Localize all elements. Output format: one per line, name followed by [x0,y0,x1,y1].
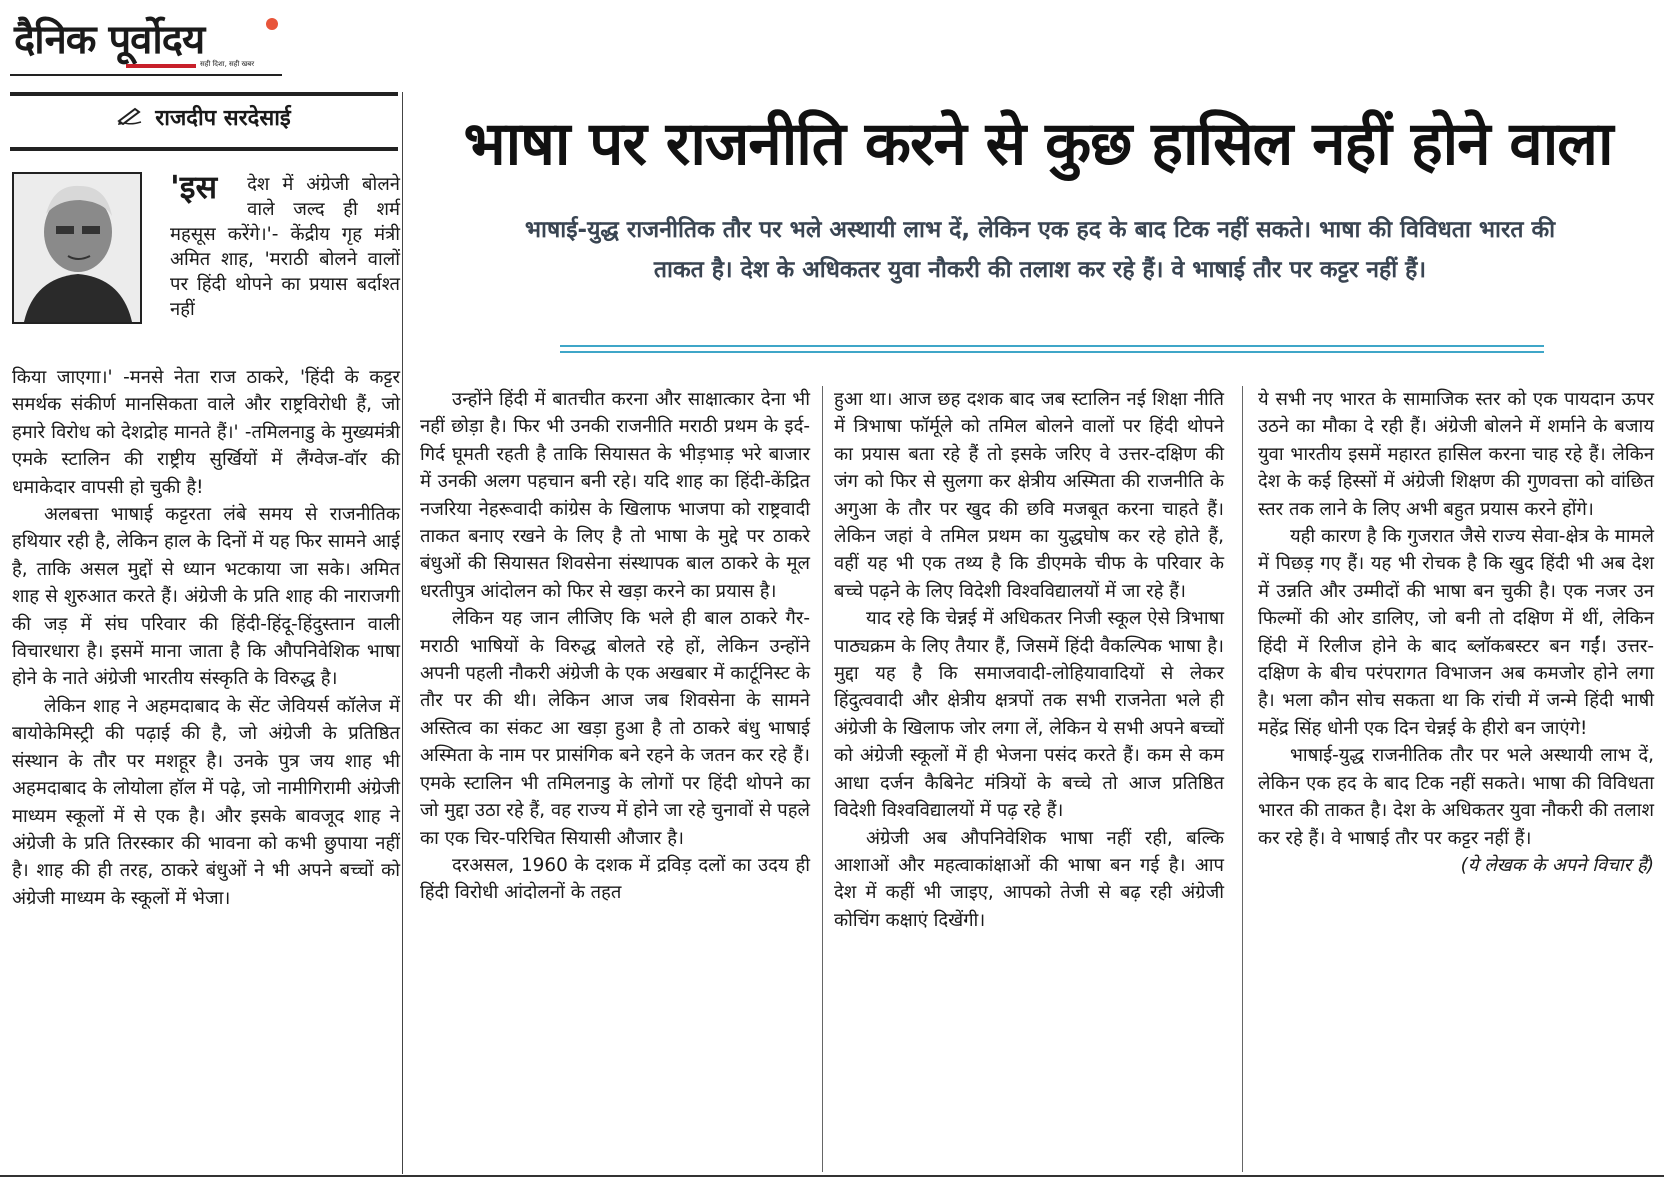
article-column-2 [420,386,810,907]
deck: भाषाई-युद्ध राजनीतिक तौर पर भले अस्थायी लाभ दें, लेकिन एक हद के बाद टिक नहीं सकते। भाषा की विविधता भारत की ताकत है। देश के अधिकतर युवा नौकरी की तलाश कर रहे हैं। वे भाषाई तौर पर कट्टर नहीं हैं। [524,217,1556,283]
byline [10,102,398,140]
logo-red-bar [126,64,196,68]
author-name: राजदीप सरदेसाई [155,106,291,131]
pen-icon [117,105,143,131]
paragraph: दरअसल, 1960 के दशक में द्रविड़ दलों का उदय ही हिंदी विरोधी आंदोलनों के तहत [420,854,810,904]
deck-rule [560,351,1544,353]
drop-word: 'इस [170,168,218,206]
paragraph: लेकिन यह जान लीजिए कि भले ही बाल ठाकरे गैर-मराठी भाषियों के विरुद्ध बोलते रहे हों, लेकिन उन्होंने अपनी पहली नौकरी अंग्रेजी के एक अखबार में कार्टूनिस्ट के तौर पर की थी। लेकिन आज जब शिवसेना के सामने अस्तित्व का संकट आ खड़ा हुआ है तो ठाकरे बंधु भाषाई अस्मिता के नाम पर प्रासंगिक बने रहने के जतन कर रहे हैं। एमके स्टालिन भी तमिलनाडु के लोगों पर हिंदी थोपने का जो मुद्दा उठा रहे हैं, वह राज्य में होने जा रहे चुनावों से पहले का एक चिर-परिचित सियासी औजार है। [420,608,810,849]
paragraph: अलबत्ता भाषाई कट्टरता लंबे समय से राजनीतिक हथियार रही है, लेकिन हाल के दिनों में यह फिर सामने आई है, ताकि असल मुद्दों से ध्यान भटकाया जा सके। अमित शाह से शुरुआत करते हैं। अंग्रेजी के प्रति शाह की नाराजगी की जड़ में संघ परिवार की हिंदी-हिंदू-हिंदुस्तान वाली विचारधारा है। इसमें माना जाता है कि औपनिवेशिक भाषा होने के नाते अंग्रेजी भारतीय संस्कृति के विरुद्ध है। [12,504,400,690]
paragraph: याद रहे कि चेन्नई में अधिकतर निजी स्कूल ऐसे त्रिभाषा पाठ्यक्रम के लिए तैयार हैं, जिसमें हिंदी वैकल्पिक भाषा है। मुद्दा यह है कि समाजवादी-लोहियावादियों से लेकर हिंदुत्ववादी और क्षेत्रीय क्षत्रपों तक सभी राजनेता भले ही अंग्रेजी के खिलाफ जोर लगा लें, लेकिन ये सभी अपने बच्चों को अंग्रेजी स्कूलों में ही भेजना पसंद करते हैं। कम से कम आधा दर्जन कैबिनेट मंत्रियों के बच्चे तो आज प्रतिष्ठित विदेशी विश्वविद्यालयों में पढ़ रहे हैं। [834,608,1224,822]
article-column-3 [834,386,1224,934]
logo-sun-icon [266,18,278,30]
deck-rule [560,345,1544,347]
author-disclaimer: (ये लेखक के अपने विचार हैं) [1460,854,1654,876]
paragraph: उन्होंने हिंदी में बातचीत करना और साक्षात्कार देना भी नहीं छोड़ा है। फिर भी उनकी राजनीति मराठी प्रथम के इर्द-गिर्द घूमती रहती है ताकि सियासत के भीड़भाड़ भरे बाजार में उनकी अलग पहचान बनी रहे। यदि शाह का हिंदी-केंद्रित नजरिया नेहरूवादी कांग्रेस के खिलाफ भाजपा को राष्ट्रवादी ताकत बनाए रखने के लिए है तो भाषा के मुद्दे पर ठाकरे बंधुओं की सियासत शिवसेना संस्थापक बाल ठाकरे के मूल धरतीपुत्र आंदोलन को फिर से खड़ा करने का प्रयास है। [420,389,810,602]
page-bottom-rule [0,1175,1664,1177]
paragraph: अंग्रेजी अब औपनिवेशिक भाषा नहीं रही, बल्कि आशाओं और महत्वाकांक्षाओं की भाषा बन गई है। आप देश में कहीं भी जाइए, आपको तेजी से बढ़ रही अंग्रेजी कोचिंग कक्षाएं दिखेंगी। [834,827,1224,931]
article-column-1 [12,364,400,912]
masthead-divider [10,74,282,76]
column-divider [402,92,403,1174]
intro-text: देश में अंग्रेजी बोलने वाले जल्द ही शर्म महसूस करेंगे।'- केंद्रीय गृह मंत्री अमित शाह, 'मराठी बोलने वालों पर हिंदी थोपने का प्रयास बर्दाश्त नहीं [170,174,400,320]
byline-bottom-rule [10,147,398,151]
newspaper-name: दैनिक पूर्वोदय [14,17,205,63]
masthead-logo [14,10,284,72]
headline: भाषा पर राजनीति करने से कुछ हासिल नहीं होने वाला [463,109,1613,179]
paragraph: यही कारण है कि गुजरात जैसे राज्य सेवा-क्षेत्र के मामले में पिछड़ गए हैं। यह भी रोचक है कि खुद हिंदी भी अब देश में उन्नति और उम्मीदों की भाषा बन चुकी है। एक नजर उन फिल्मों की ओर डालिए, जो बनी तो दक्षिण में थीं, लेकिन हिंदी में रिलीज होने के बाद ब्लॉकबस्टर बन गईं। उत्तर-दक्षिण के बीच परंपरागत विभाजन अब कमजोर होने लगा है। भला कौन सोच सकता था कि रांची में जन्मे हिंदी भाषी महेंद्र सिंह धोनी एक दिन चेन्नई के हीरो बन जाएंगे! [1258,526,1654,739]
byline-top-rule [10,92,398,96]
paragraph: लेकिन शाह ने अहमदाबाद के सेंट जेवियर्स कॉलेज में बायोकेमिस्ट्री की पढ़ाई की है, जो अंग्रेजी के प्रतिष्ठित संस्थान के तौर पर मशहूर है। उनके पुत्र जय शाह भी अहमदाबाद के लोयोला हॉल में पढ़े, जो नामीगिरामी अंग्रेजी माध्यम स्कूलों में से एक है। और इसके बावजूद शाह ने अंग्रेजी के प्रति तिरस्कार की भावना को कभी छुपाया नहीं है। शाह की ही तरह, ठाकरे बंधुओं ने भी अपने बच्चों को अंग्रेजी माध्यम के स्कूलों में भेजा। [12,695,400,909]
column-divider [1242,386,1243,1172]
paragraph: हुआ था। आज छह दशक बाद जब स्टालिन नई शिक्षा नीति में त्रिभाषा फॉर्मूले को तमिल बोलने वालों पर हिंदी थोपने का प्रयास बता रहे हैं तो इसके जरिए वे उत्तर-दक्षिण की जंग को फिर से सुलगा कर क्षेत्रीय अस्मिता की राजनीति के अगुआ के तौर पर खुद की छवि मजबूत करना चाहते हैं। लेकिन जहां वे तमिल प्रथम का युद्धघोष कर रहे होते हैं, वहीं यह भी एक तथ्य है कि डीएमके चीफ के परिवार के बच्चे पढ़ने के लिए विदेशी विश्वविद्यालयों में जा रहे हैं। [834,389,1224,602]
author-photo [12,172,142,324]
article-intro [170,168,400,322]
paragraph: किया जाएगा।' -मनसे नेता राज ठाकरे, 'हिंदी के कट्टर समर्थक संकीर्ण मानसिकता वाले और राष्ट्रविरोधी हैं, जो हमारे विरोध को देशद्रोह मानते हैं।' -तमिलनाडु के मुख्यमंत्री एमके स्टालिन की राष्ट्रीय सुर्खियों में लैंग्वेज-वॉर की धमाकेदार वापसी हो चुकी है! [12,367,400,498]
column-divider [822,386,823,1172]
newspaper-tagline: सही दिशा, सही खबर [200,60,255,68]
article-column-4 [1258,386,1654,879]
paragraph: भाषाई-युद्ध राजनीतिक तौर पर भले अस्थायी लाभ दें, लेकिन एक हद के बाद टिक नहीं सकते। भाषा की विविधता भारत की ताकत है। देश के अधिकतर युवा नौकरी की तलाश कर रहे हैं। वे भाषाई तौर पर कट्टर नहीं हैं। [1258,745,1654,849]
paragraph: ये सभी नए भारत के सामाजिक स्तर को एक पायदान ऊपर उठने का मौका दे रही हैं। अंग्रेजी बोलने में शर्माने के बजाय युवा भारतीय इसमें महारत हासिल करना चाह रहे हैं। लेकिन देश के कई हिस्सों में अंग्रेजी शिक्षण की गुणवत्ता को वांछित स्तर तक लाने के लिए अभी बहुत प्रयास करने होंगे। [1258,389,1654,520]
